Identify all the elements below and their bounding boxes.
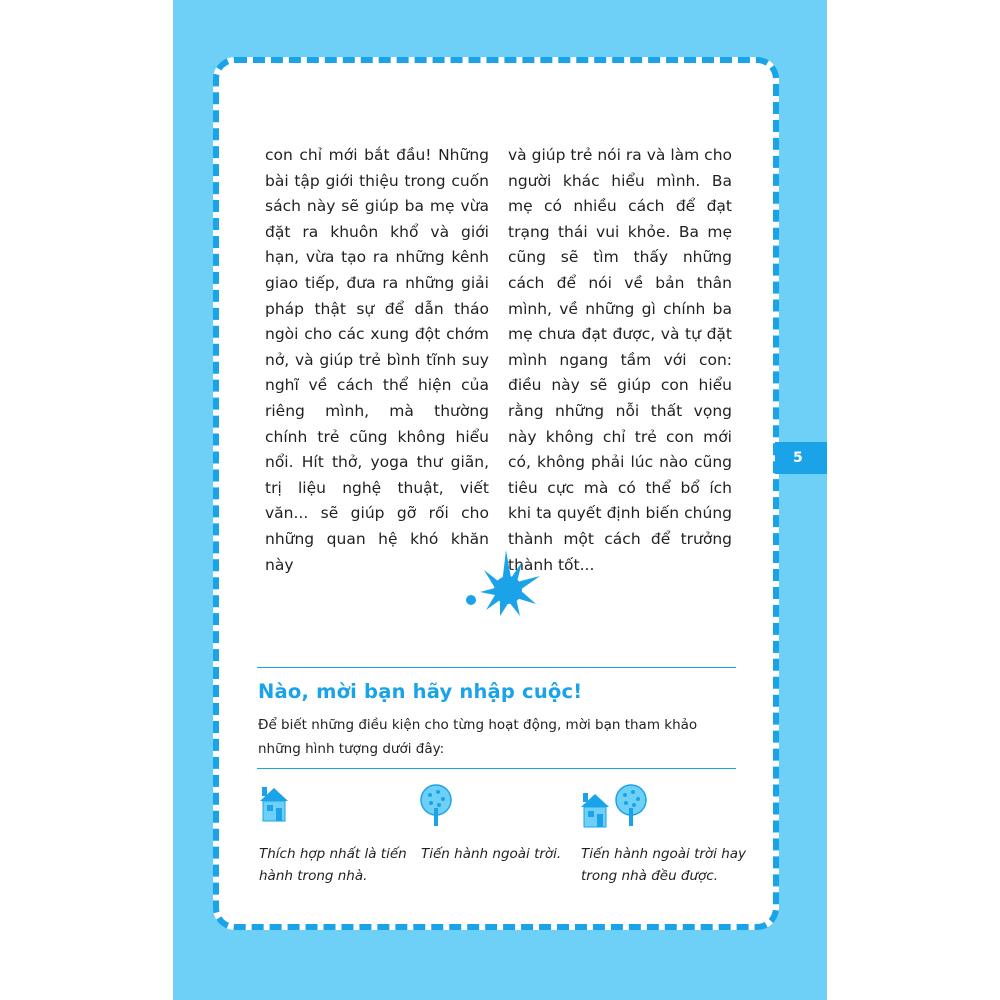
section-intro-text: Để biết những điều kiện cho từng hoạt động, mời bạn tham khảo những hình tượng dưới đây:: [258, 717, 698, 757]
section-top-divider: [257, 667, 736, 668]
body-column-left: [265, 143, 489, 578]
house-icon: [259, 785, 289, 823]
page-number-tab: [775, 442, 827, 474]
page-number: 5: [793, 450, 803, 466]
tree-icon: [614, 784, 648, 828]
section-bottom-divider: [257, 768, 736, 769]
paint-splash-icon: [462, 548, 542, 618]
right-column-text: và giúp trẻ nói ra và làm cho người khác hiểu mình. Ba mẹ có nhiều cách để đạt trạng thái vui khỏe. Ba mẹ cũng sẽ tìm thấy những cách để nói về bản thân mình, về những gì chính ba mẹ chưa đạt được, và tự đặt mình ngang tầm với con: điều này sẽ giúp con hiểu rằng những nỗi thất vọng này không chỉ trẻ con mới có, không phải lúc nào cũng tiêu cực mà có thể bổ ích khi ta quyết định biến chúng thành một cách để trưởng thành tốt...: [508, 146, 732, 574]
house-icon: [580, 791, 610, 829]
left-column-text: con chỉ mới bắt đầu! Những bài tập giới thiệu trong cuốn sách này sẽ giúp ba mẹ vừa đặt ra khuôn khổ và giới hạn, vừa tạo ra những kênh giao tiếp, đưa ra những giải pháp thật sự để dẫn tháo ngòi cho các xung đột chớm nở, và giúp trẻ bình tĩnh suy nghĩ về cách thể hiện của riêng mình, mà thường chính trẻ cũng không hiểu nổi. Hít thở, yoga thư giãn, trị liệu nghệ thuật, viết văn... sẽ giúp gỡ rối cho những quan hệ khó khăn này: [265, 146, 489, 574]
legend-both-label: Tiến hành ngoài trời hay trong nhà đều được.: [581, 846, 747, 884]
legend-outdoor-label: Tiến hành ngoài trời.: [421, 846, 562, 862]
body-column-right: [508, 143, 732, 578]
section-title: Nào, mời bạn hãy nhập cuộc!: [258, 680, 583, 703]
tree-icon: [419, 784, 453, 828]
legend-indoor-label: Thích hợp nhất là tiến hành trong nhà.: [259, 846, 407, 884]
